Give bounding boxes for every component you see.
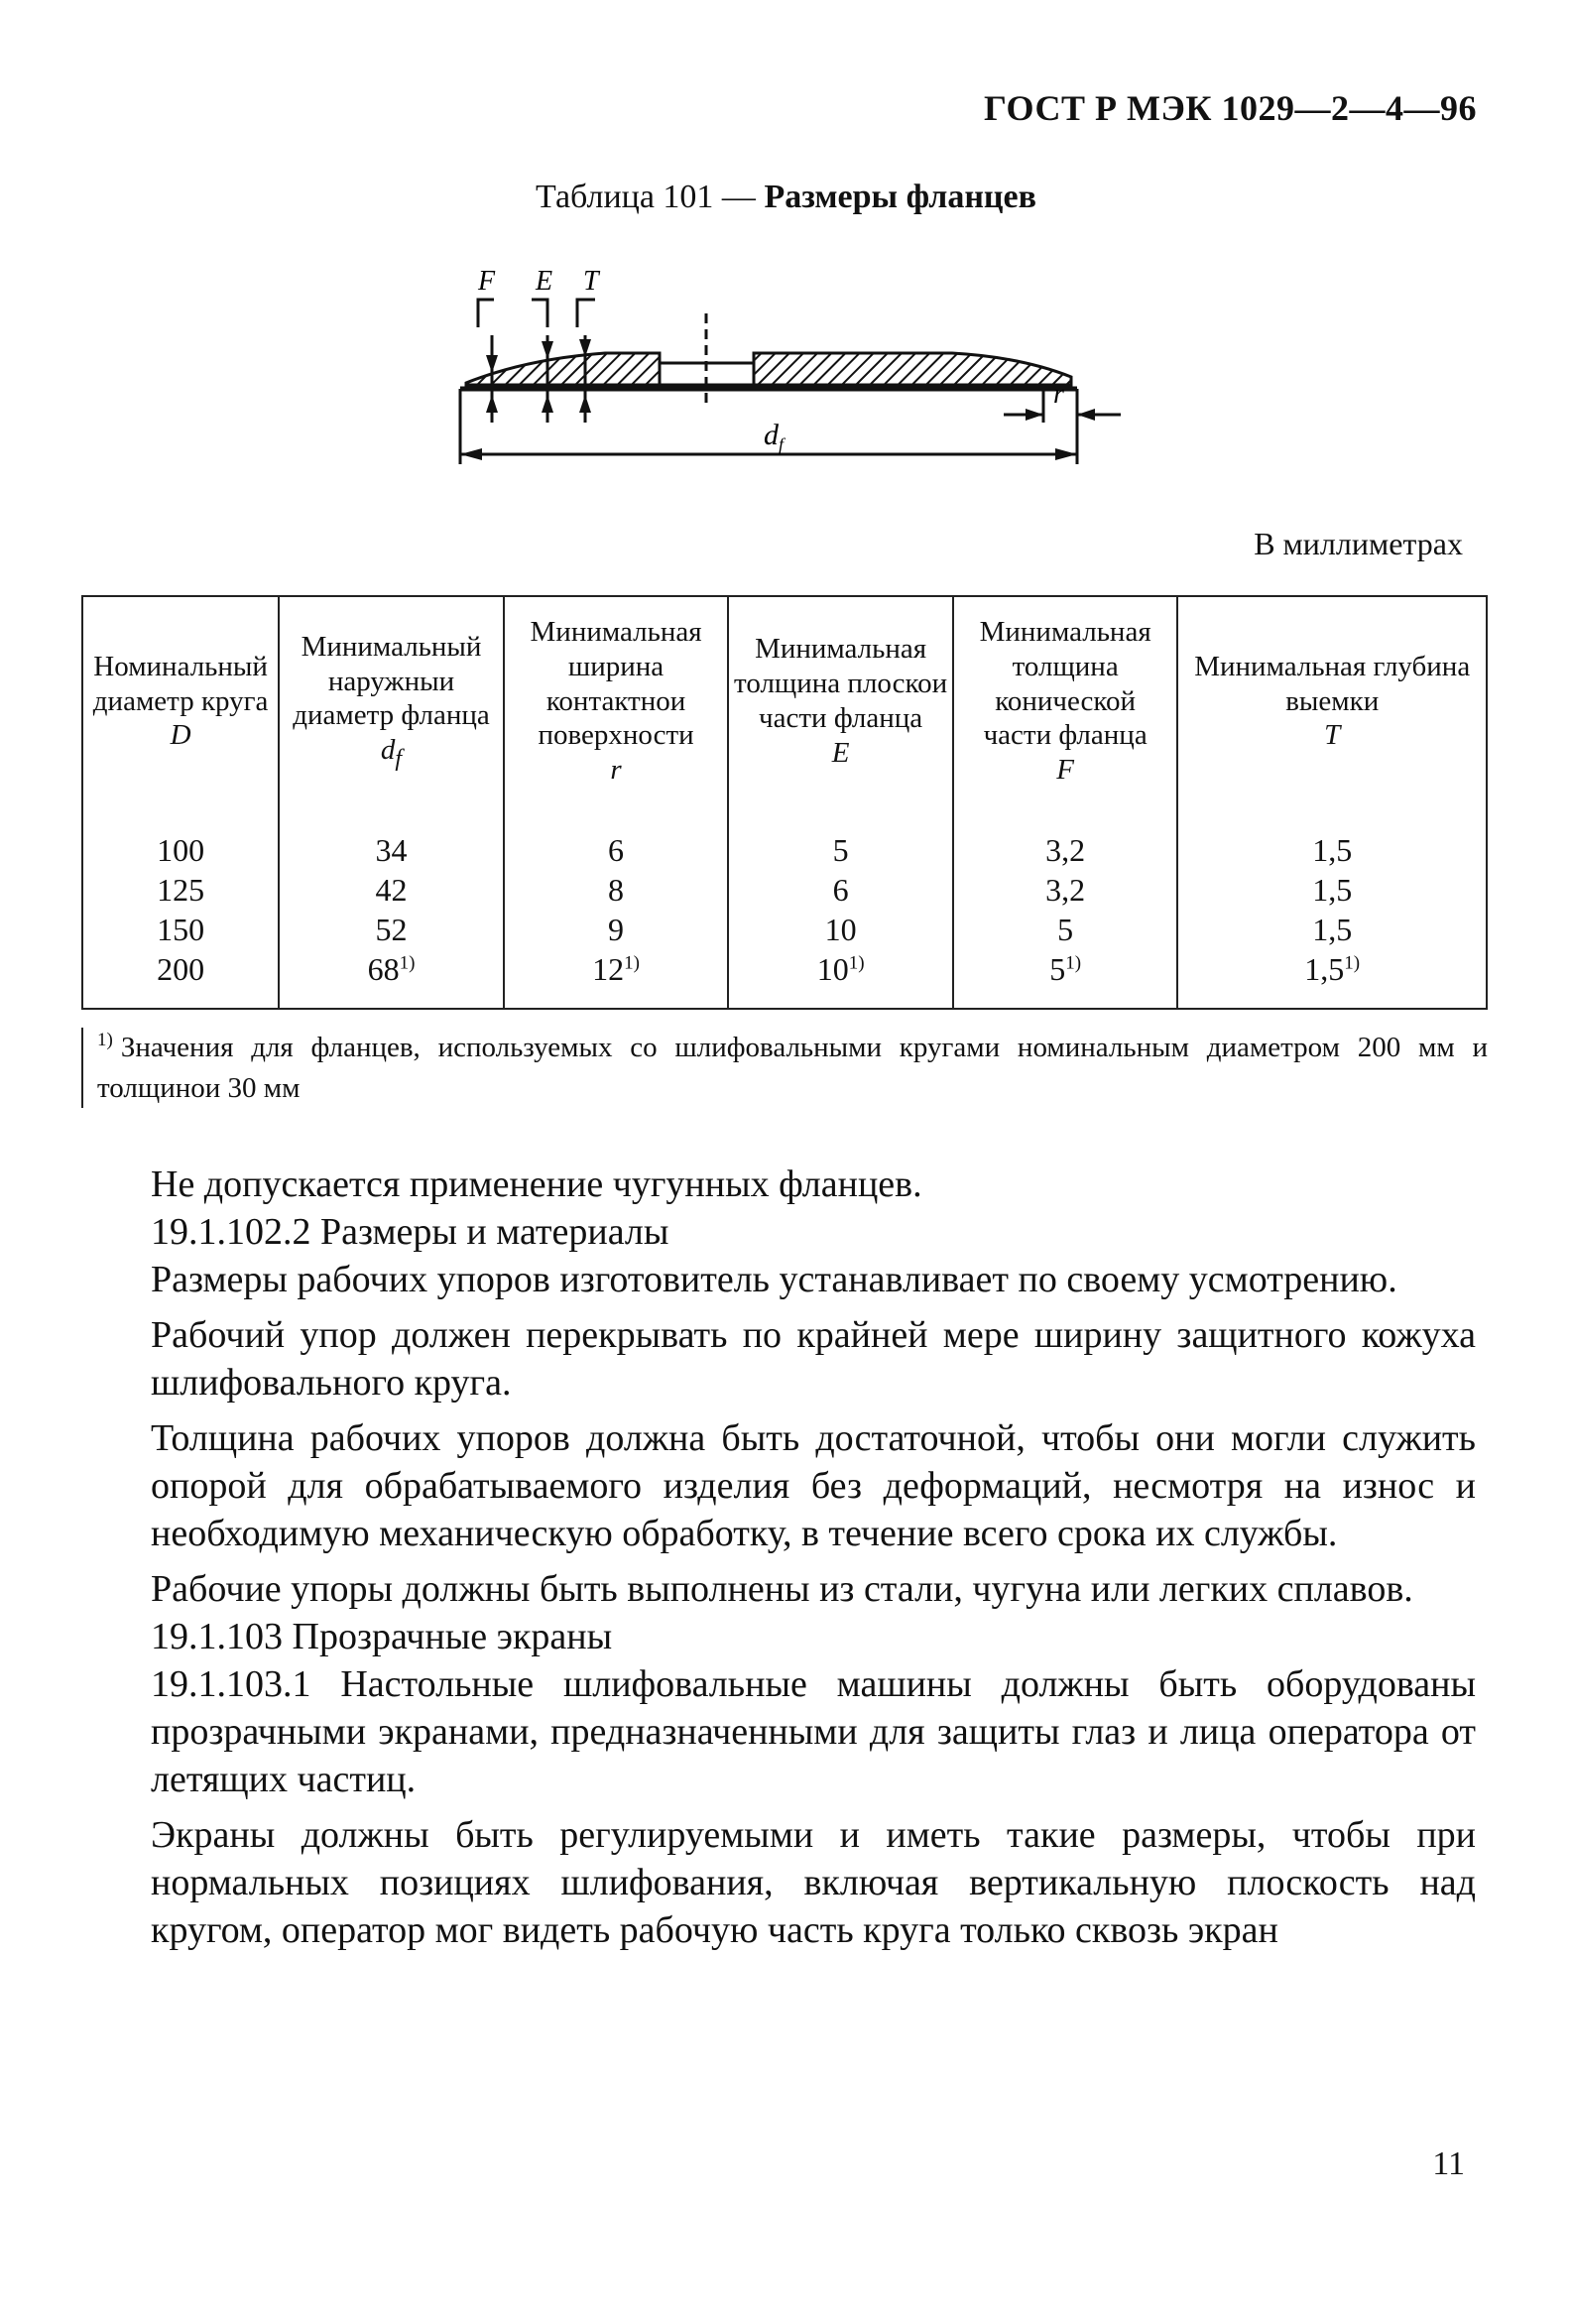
- col-header-t: [1177, 596, 1487, 809]
- E-arrow-head-up: [542, 341, 553, 359]
- col-header-label: Минимальная толщина плоскои части фланца: [734, 633, 948, 734]
- T-leader: [577, 300, 595, 327]
- footnote-ref: 1): [1344, 952, 1361, 974]
- col-header-symbol: E: [831, 736, 850, 769]
- paragraph: Экраны должны быть регулируемыми и иметь такие размеры, чтобы при нормальных позициях шлифования, включая вертикальную плоскость над кругом, оператор мог видеть рабочую часть круга только сквозь экран: [151, 1814, 1476, 1951]
- table-units: В миллиметрах: [1254, 526, 1463, 561]
- col-header-e: [728, 596, 953, 809]
- footnote-text: Значения для фланцев, используемых со шлифовальными кругами номинальным диаметром 200 мм и толщинои 30 мм: [97, 1032, 1488, 1104]
- cell-f: 3,2: [953, 871, 1178, 911]
- E-label: E: [536, 266, 553, 297]
- table-row: [82, 950, 1487, 1009]
- footnote-ref: 1): [399, 952, 416, 974]
- cell-value: 68: [367, 951, 400, 988]
- page-number: 11: [1432, 2145, 1465, 2182]
- F-label: F: [478, 266, 496, 297]
- F-arrow-head-up: [486, 355, 498, 373]
- col-header-symbol: T: [1324, 719, 1341, 752]
- footnote-ref: 1): [1065, 952, 1082, 974]
- col-header-symbol: F: [1056, 754, 1074, 787]
- cell-t: 1,5: [1177, 809, 1487, 871]
- cell-f: 3,2: [953, 809, 1178, 871]
- r-arrow-right: [1077, 409, 1095, 421]
- r-arrow-left: [1026, 409, 1043, 421]
- table-footnote: [81, 1028, 1488, 1108]
- section-heading: 19.1.102.2 Размеры и материалы: [151, 1211, 669, 1253]
- cell-d: 100: [82, 809, 279, 871]
- cell-value: 12: [592, 951, 625, 988]
- cell-df: 42: [279, 871, 504, 911]
- cell-value: 5: [1049, 951, 1066, 988]
- document-header: ГОСТ Р МЭК 1029—2—4—96: [984, 88, 1477, 128]
- col-header-label: Минимальная ширина контактнои поверхности: [530, 616, 702, 752]
- cell-r: [504, 950, 729, 1009]
- df-label: $d_f$: [764, 419, 785, 454]
- cell-e: 10: [728, 911, 953, 950]
- col-header-df: [279, 596, 504, 809]
- section-heading: 19.1.103 Прозрачные экраны: [151, 1616, 613, 1657]
- col-header-symbol: D: [170, 719, 191, 752]
- col-header-symbol: $d_f$: [380, 734, 403, 773]
- paragraph: 19.1.103.1 Настольные шлифовальные машины должны быть оборудованы прозрачными экранами, предназначенными для защиты глаз и лица оператора от летящих частиц.: [151, 1663, 1476, 1800]
- body-text: [151, 1161, 1476, 1954]
- cell-df: [279, 950, 504, 1009]
- df-arrow-left: [460, 448, 482, 460]
- cell-r: 8: [504, 871, 729, 911]
- table-row: [82, 911, 1487, 950]
- col-header-d: [82, 596, 279, 809]
- F-leader: [478, 300, 494, 327]
- paragraph: Рабочие упоры должны быть выполнены из стали, чугуна или легких сплавов.: [151, 1568, 1413, 1610]
- flange-diagram: [436, 256, 1150, 494]
- col-header-label: Номинальный диаметр круга: [92, 650, 269, 717]
- col-header-f: [953, 596, 1178, 809]
- col-header-r: [504, 596, 729, 809]
- cell-value: 10: [816, 951, 849, 988]
- cell-df: 52: [279, 911, 504, 950]
- cell-value: 1,5: [1304, 951, 1345, 988]
- paragraph: Толщина рабочих упоров должна быть достаточной, чтобы они могли служить опорой для обрабатываемого изделия без деформаций, несмотря на износ и необходимую механическую обработку, в течение всего срока их службы.: [151, 1417, 1476, 1554]
- footnote-mark: 1): [97, 1030, 113, 1051]
- cell-d: 125: [82, 871, 279, 911]
- cell-d: 200: [82, 950, 279, 1009]
- table-caption-prefix: Таблица 101 —: [536, 179, 765, 215]
- col-header-symbol: r: [610, 754, 622, 787]
- paragraph: Рабочий упор должен перекрывать по крайней мере ширину защитного кожуха шлифовального круга.: [151, 1314, 1476, 1404]
- cell-e: 5: [728, 809, 953, 871]
- F-arrow-head-down: [486, 395, 498, 413]
- cell-f: 5: [953, 911, 1178, 950]
- flange-dimensions-table: [81, 595, 1488, 1010]
- col-header-label: Минимальная толщина конической части фланца: [979, 616, 1151, 752]
- paragraph: Не допускается применение чугунных фланцев.: [151, 1163, 922, 1205]
- cell-e: [728, 950, 953, 1009]
- table-caption-title: Размеры фланцев: [764, 179, 1036, 215]
- col-header-label: Минимальный наружныи диаметр фланца: [293, 630, 490, 732]
- cell-e: 6: [728, 871, 953, 911]
- cell-r: 6: [504, 809, 729, 871]
- df-arrow-right: [1055, 448, 1077, 460]
- E-leader: [532, 300, 547, 327]
- cell-df: 34: [279, 809, 504, 871]
- table-caption: [0, 179, 1572, 216]
- r-label: r: [1053, 379, 1064, 410]
- cell-f: [953, 950, 1178, 1009]
- cell-t: 1,5: [1177, 871, 1487, 911]
- table-row: [82, 871, 1487, 911]
- col-header-label: Минимальная глубина выемки: [1194, 650, 1471, 717]
- cell-d: 150: [82, 911, 279, 950]
- T-label: T: [583, 266, 599, 297]
- E-arrow-head-down: [542, 395, 553, 413]
- table-header-row: [82, 596, 1487, 809]
- flange-section-right: [754, 353, 1071, 385]
- cell-t: [1177, 950, 1487, 1009]
- footnote-ref: 1): [624, 952, 640, 974]
- T-arrow-head-down: [579, 395, 591, 413]
- cell-t: 1,5: [1177, 911, 1487, 950]
- paragraph: Размеры рабочих упоров изготовитель устанавливает по своему усмотрению.: [151, 1259, 1397, 1300]
- table-row: [82, 809, 1487, 871]
- footnote-ref: 1): [848, 952, 865, 974]
- cell-r: 9: [504, 911, 729, 950]
